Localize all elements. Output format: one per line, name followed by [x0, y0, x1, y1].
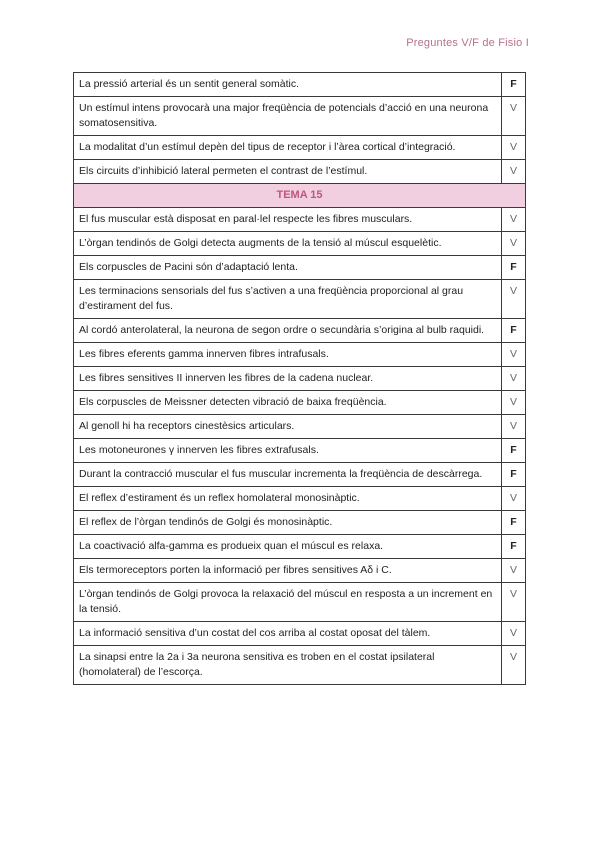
question-text: Les fibres sensitives II innerven les fibres de la cadena nuclear. [74, 367, 502, 391]
answer-cell: F [502, 73, 526, 97]
answer-cell: V [502, 391, 526, 415]
question-text: L’òrgan tendinós de Golgi detecta augments de la tensió al múscul esquelètic. [74, 232, 502, 256]
table-row [74, 463, 526, 487]
question-text: Els corpuscles de Meissner detecten vibració de baixa freqüència. [74, 391, 502, 415]
table-row [74, 646, 526, 685]
questions-table [73, 72, 526, 685]
table-row [74, 73, 526, 97]
table-row [74, 208, 526, 232]
answer-cell: V [502, 97, 526, 136]
question-text: El fus muscular està disposat en paral·lel respecte les fibres musculars. [74, 208, 502, 232]
question-text: Les fibres eferents gamma innerven fibres intrafusals. [74, 343, 502, 367]
answer-cell: V [502, 559, 526, 583]
table-row [74, 367, 526, 391]
question-text: La pressió arterial és un sentit general somàtic. [74, 73, 502, 97]
table-row [74, 535, 526, 559]
answer-cell: F [502, 535, 526, 559]
answer-cell: V [502, 343, 526, 367]
question-text: Durant la contracció muscular el fus muscular incrementa la freqüència de descàrrega. [74, 463, 502, 487]
question-text: La sinapsi entre la 2a i 3a neurona sensitiva es troben en el costat ipsilateral (homolateral) de l’escorça. [74, 646, 502, 685]
answer-cell: V [502, 367, 526, 391]
answer-cell: V [502, 487, 526, 511]
table-row [74, 583, 526, 622]
table-row [74, 232, 526, 256]
question-text: Els termoreceptors porten la informació per fibres sensitives Aδ i C. [74, 559, 502, 583]
question-text: Les motoneurones γ innerven les fibres extrafusals. [74, 439, 502, 463]
table-row [74, 391, 526, 415]
question-text: El reflex d’estirament és un reflex homolateral monosinàptic. [74, 487, 502, 511]
table-row [74, 319, 526, 343]
table-row [74, 415, 526, 439]
answer-cell: F [502, 439, 526, 463]
section-title: TEMA 15 [74, 184, 526, 208]
answer-cell: F [502, 463, 526, 487]
table-row [74, 280, 526, 319]
answer-cell: V [502, 160, 526, 184]
questions-table-body [74, 73, 526, 685]
question-text: La coactivació alfa-gamma es produeix quan el múscul es relaxa. [74, 535, 502, 559]
answer-cell: V [502, 208, 526, 232]
table-row [74, 97, 526, 136]
table-row [74, 160, 526, 184]
table-row [74, 136, 526, 160]
question-text: Un estímul intens provocarà una major freqüència de potencials d’acció en una neurona somatosensitiva. [74, 97, 502, 136]
answer-cell: F [502, 319, 526, 343]
document-header-title: Preguntes V/F de Fisio I [406, 37, 529, 49]
table-row [74, 559, 526, 583]
answer-cell: V [502, 136, 526, 160]
section-header-row [74, 184, 526, 208]
question-text: La modalitat d’un estímul depèn del tipus de receptor i l’àrea cortical d’integració. [74, 136, 502, 160]
table-row [74, 622, 526, 646]
question-text: Els circuits d’inhibició lateral permeten el contrast de l’estímul. [74, 160, 502, 184]
question-text: La informació sensitiva d’un costat del cos arriba al costat oposat del tàlem. [74, 622, 502, 646]
table-row [74, 511, 526, 535]
question-text: L’òrgan tendinós de Golgi provoca la relaxació del múscul en resposta a un increment en la tensió. [74, 583, 502, 622]
question-text: El reflex de l’òrgan tendinós de Golgi és monosinàptic. [74, 511, 502, 535]
answer-cell: F [502, 511, 526, 535]
table-row [74, 487, 526, 511]
table-row [74, 439, 526, 463]
answer-cell: F [502, 256, 526, 280]
table-row [74, 256, 526, 280]
question-text: Al cordó anterolateral, la neurona de segon ordre o secundària s’origina al bulb raquidi. [74, 319, 502, 343]
answer-cell: V [502, 583, 526, 622]
question-text: Les terminacions sensorials del fus s’activen a una freqüència proporcional al grau d’estirament del fus. [74, 280, 502, 319]
question-text: Al genoll hi ha receptors cinestèsics articulars. [74, 415, 502, 439]
table-row [74, 343, 526, 367]
answer-cell: V [502, 415, 526, 439]
answer-cell: V [502, 646, 526, 685]
answer-cell: V [502, 622, 526, 646]
answer-cell: V [502, 232, 526, 256]
question-text: Els corpuscles de Pacini són d’adaptació lenta. [74, 256, 502, 280]
answer-cell: V [502, 280, 526, 319]
